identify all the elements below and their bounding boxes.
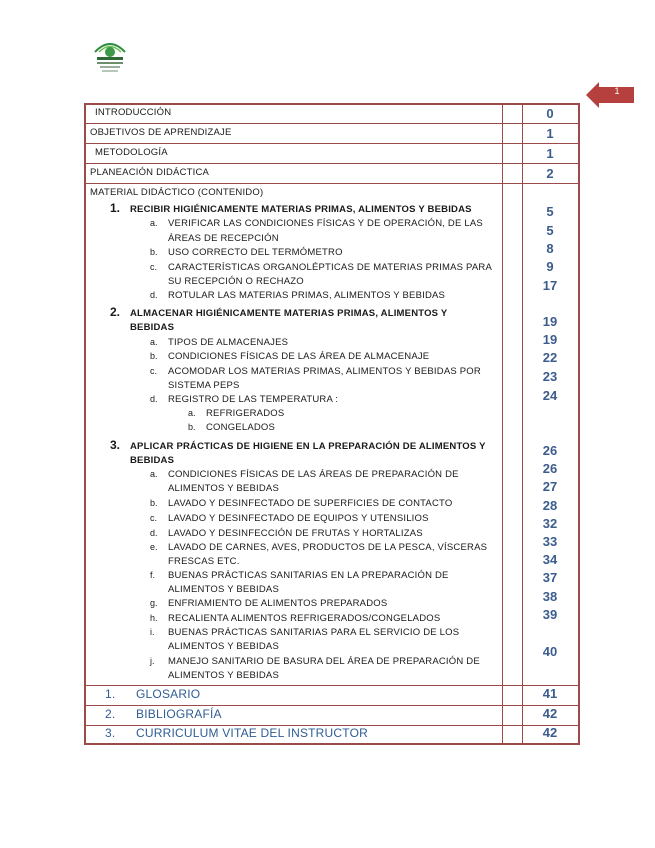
toc-page: 17	[542, 278, 558, 293]
toc-item-cont: ALIMENTOS Y BEBIDAS	[168, 584, 279, 595]
toc-page: 9	[546, 259, 554, 274]
item-letter: b.	[150, 247, 158, 257]
item-letter: b.	[150, 498, 158, 508]
item-letter: f.	[150, 570, 156, 580]
item-letter: c.	[150, 513, 158, 523]
section-number: 3.	[110, 438, 121, 452]
toc-item[interactable]: LAVADO DE CARNES, AVES, PRODUCTOS DE LA PESCA, VÍSCERAS	[168, 542, 488, 553]
toc-item[interactable]: CARACTERÍSTICAS ORGANOLÉPTICAS DE MATERIAS PRIMAS PARA	[168, 262, 493, 273]
toc-glosario[interactable]: GLOSARIO	[136, 687, 201, 701]
toc-item[interactable]: LAVADO Y DESINFECTADO DE SUPERFICIES DE CONTACTO	[168, 498, 453, 509]
item-letter: c.	[150, 262, 158, 272]
toc-item[interactable]: BUENAS PRÁCTICAS SANITARIAS PARA EL SERVICIO DE LOS	[168, 627, 460, 638]
toc-subitem[interactable]: CONGELADOS	[206, 422, 276, 433]
toc-introduccion[interactable]: INTRODUCCIÓN	[95, 107, 172, 118]
item-letter: j.	[150, 656, 155, 666]
toc-item[interactable]: USO CORRECTO DEL TERMÓMETRO	[168, 247, 343, 258]
section-title[interactable]: APLICAR PRÁCTICAS DE HIGIENE EN LA PREPARACIÓN DE ALIMENTOS Y	[130, 441, 486, 452]
item-letter: d.	[150, 528, 158, 538]
toc-page: 19	[542, 332, 558, 347]
section-title[interactable]: RECIBIR HIGIÉNICAMENTE MATERIAS PRIMAS, ALIMENTOS Y BEBIDAS	[130, 204, 472, 215]
toc-page: 38	[542, 589, 558, 604]
toc-objetivos[interactable]: OBJETIVOS DE APRENDIZAJE	[90, 127, 232, 138]
toc-item[interactable]: ENFRIAMIENTO DE ALIMENTOS PREPARADOS	[168, 598, 388, 609]
item-letter: d.	[150, 394, 158, 404]
toc-item[interactable]: ROTULAR LAS MATERIAS PRIMAS, ALIMENTOS Y BEBIDAS	[168, 290, 446, 301]
toc-item[interactable]: RECALIENTA ALIMENTOS REFRIGERADOS/CONGELADOS	[168, 613, 441, 624]
final-number: 3.	[105, 726, 116, 740]
toc-page: 5	[546, 204, 554, 219]
toc-item-cont: ALIMENTOS Y BEBIDAS	[168, 483, 279, 494]
toc-item[interactable]: BUENAS PRÁCTICAS SANITARIAS EN LA PREPARACIÓN DE	[168, 570, 449, 581]
toc-page: 42	[542, 706, 558, 721]
section-title[interactable]: ALMACENAR HIGIÉNICAMENTE MATERIAS PRIMAS, ALIMENTOS Y	[130, 308, 448, 319]
toc-material: MATERIAL DIDÁCTICO (CONTENIDO)	[90, 187, 264, 198]
toc-item[interactable]: TIPOS DE ALMACENAJES	[168, 337, 289, 348]
toc-curriculum[interactable]: CURRICULUM VITAE DEL INSTRUCTOR	[136, 726, 368, 740]
toc-page: 28	[542, 498, 558, 513]
toc-page: 1	[546, 146, 554, 161]
item-letter: a.	[150, 218, 158, 228]
toc-item[interactable]: VERIFICAR LAS CONDICIONES FÍSICAS Y DE OPERACIÓN, DE LAS	[168, 218, 483, 229]
section-title-cont: BEBIDAS	[130, 455, 175, 466]
table-of-contents	[84, 103, 578, 743]
toc-item-cont: SISTEMA PEPS	[168, 380, 240, 391]
item-letter: i.	[150, 627, 155, 637]
toc-page: 22	[542, 350, 558, 365]
section-number: 1.	[110, 201, 121, 215]
subitem-letter: a.	[188, 408, 196, 418]
toc-item[interactable]: REGISTRO DE LAS TEMPERATURA :	[168, 394, 339, 405]
page-number: 1	[614, 86, 620, 96]
toc-subitem[interactable]: REFRIGERADOS	[206, 408, 285, 419]
toc-item[interactable]: CONDICIONES FÍSICAS DE LAS ÁREAS DE PREPARACIÓN DE	[168, 469, 459, 480]
final-number: 1.	[105, 687, 116, 701]
item-letter: h.	[150, 613, 158, 623]
toc-page: 42	[542, 725, 558, 740]
toc-page: 26	[542, 443, 558, 458]
section-number: 2.	[110, 305, 121, 319]
toc-item-cont: FRESCAS ETC.	[168, 556, 240, 567]
toc-page: 8	[546, 241, 554, 256]
item-letter: e.	[150, 542, 158, 552]
toc-page: 34	[542, 552, 558, 567]
toc-planeacion[interactable]: PLANEACIÓN DIDÁCTICA	[90, 167, 210, 178]
toc-page: 32	[542, 516, 558, 531]
toc-item[interactable]: ACOMODAR LOS MATERIAS PRIMAS, ALIMENTOS Y BEBIDAS POR	[168, 366, 481, 377]
institution-logo	[91, 38, 129, 74]
toc-bibliografia[interactable]: BIBLIOGRAFÍA	[136, 707, 222, 721]
toc-page: 27	[542, 479, 558, 494]
toc-item[interactable]: CONDICIONES FÍSICAS DE LAS ÁREA DE ALMACENAJE	[168, 351, 430, 362]
toc-page: 39	[542, 607, 558, 622]
toc-item-cont: ÁREAS DE RECEPCIÓN	[168, 233, 279, 244]
toc-page: 40	[542, 644, 558, 659]
toc-item-cont: SU RECEPCIÓN O RECHAZO	[168, 276, 304, 287]
toc-metodologia[interactable]: METODOLOGÍA	[95, 147, 168, 158]
toc-page: 33	[542, 534, 558, 549]
item-letter: c.	[150, 366, 158, 376]
toc-item-cont: ALIMENTOS Y BEBIDAS	[168, 641, 279, 652]
toc-item[interactable]: LAVADO Y DESINFECCIÓN DE FRUTAS Y HORTALIZAS	[168, 528, 423, 539]
toc-page: 2	[546, 166, 554, 181]
final-number: 2.	[105, 707, 116, 721]
item-letter: d.	[150, 290, 158, 300]
toc-page: 5	[546, 223, 554, 238]
toc-page: 37	[542, 570, 558, 585]
toc-page: 1	[546, 126, 554, 141]
subitem-letter: b.	[188, 422, 196, 432]
toc-item-cont: ALIMENTOS Y BEBIDAS	[168, 670, 279, 681]
section-title-cont: BEBIDAS	[130, 322, 175, 333]
toc-item[interactable]: LAVADO Y DESINFECTADO DE EQUIPOS Y UTENSILIOS	[168, 513, 429, 524]
item-letter: a.	[150, 337, 158, 347]
item-letter: g.	[150, 598, 158, 608]
item-letter: b.	[150, 351, 158, 361]
toc-page: 19	[542, 314, 558, 329]
toc-page: 26	[542, 461, 558, 476]
item-letter: a.	[150, 469, 158, 479]
toc-page: 0	[546, 106, 554, 121]
toc-page: 23	[542, 369, 558, 384]
toc-page: 24	[542, 388, 558, 403]
toc-item[interactable]: MANEJO SANITARIO DE BASURA DEL ÁREA DE PREPARACIÓN DE	[168, 656, 480, 667]
toc-page: 41	[542, 686, 558, 701]
